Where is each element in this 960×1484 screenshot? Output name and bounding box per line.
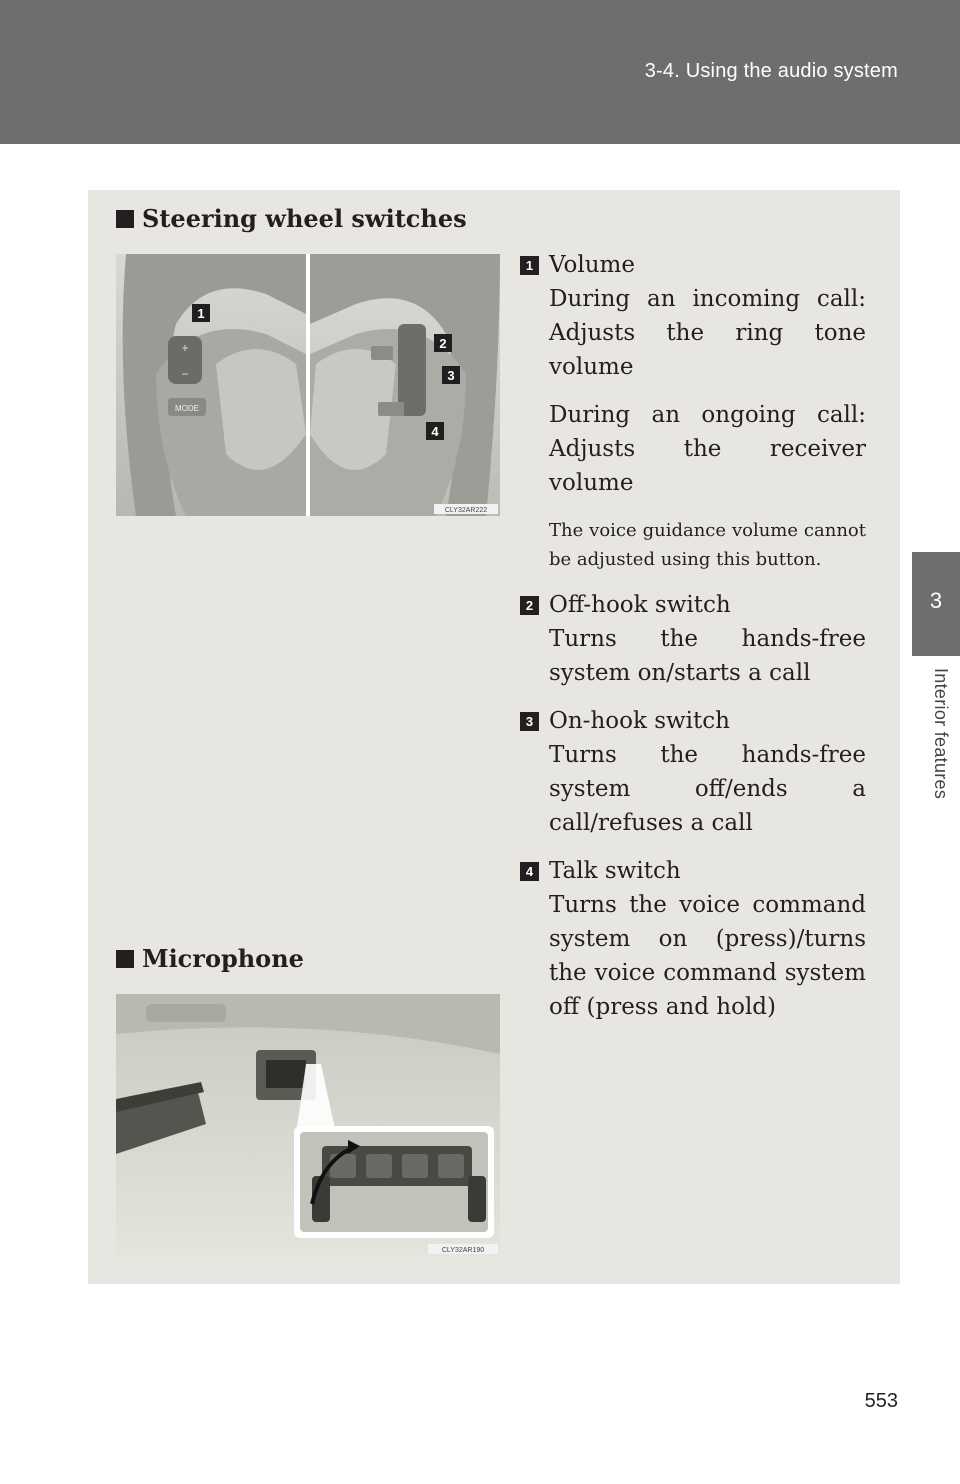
- item-volume: [520, 248, 866, 574]
- heading-square-icon: [116, 950, 134, 968]
- item-note: The voice guidance volume cannot be adjusted using this button.: [549, 520, 866, 570]
- callout-4: 4: [431, 424, 439, 439]
- image-code: CLY32AR190: [441, 1247, 485, 1254]
- item-title: Off-hook switch: [549, 592, 731, 618]
- section-title: 3-4. Using the audio system: [644, 60, 898, 82]
- item-desc: Turns the hands-free system off/ends a call/refuses a call: [549, 742, 866, 836]
- item-talk: [520, 854, 866, 1024]
- microphone-heading: Microphone: [116, 944, 304, 973]
- chapter-label: Interior features: [931, 668, 951, 800]
- callout-2: 2: [439, 336, 447, 351]
- callout-3: 3: [447, 368, 455, 383]
- heading-square-icon: [116, 210, 134, 228]
- callout-1: 1: [197, 306, 205, 321]
- item-number-3: 3: [520, 712, 539, 731]
- item-title: Talk switch: [549, 858, 681, 884]
- item-number-4: 4: [520, 862, 539, 881]
- item-off-hook: [520, 588, 866, 690]
- svg-text:−: −: [181, 367, 189, 381]
- mode-button-label: MODE: [175, 404, 199, 413]
- chapter-number: 3: [929, 588, 943, 613]
- steering-wheel-illustration: [116, 254, 500, 516]
- item-desc: During an incoming call: Adjusts the ring tone volume: [549, 286, 866, 380]
- item-desc: During an ongoing call: Adjusts the receiver volume: [549, 402, 866, 496]
- steering-heading: Steering wheel switches: [116, 204, 467, 233]
- item-on-hook: [520, 704, 866, 840]
- microphone-illustration: [116, 994, 500, 1255]
- item-desc: Turns the hands-free system on/starts a call: [549, 626, 866, 686]
- image-code: CLY32AR222: [444, 507, 488, 514]
- item-title: On-hook switch: [549, 708, 730, 734]
- item-number-1: 1: [520, 256, 539, 275]
- item-number-2: 2: [520, 596, 539, 615]
- chapter-tab: [912, 552, 960, 656]
- item-title: Volume: [549, 252, 635, 278]
- steering-item-list: [520, 248, 866, 1038]
- header-band: [0, 0, 960, 144]
- item-desc: Turns the voice command system on (press)/turns the voice command system off (press and hold): [549, 892, 866, 1020]
- svg-text:+: +: [181, 341, 189, 355]
- page-number: 553: [864, 1390, 898, 1412]
